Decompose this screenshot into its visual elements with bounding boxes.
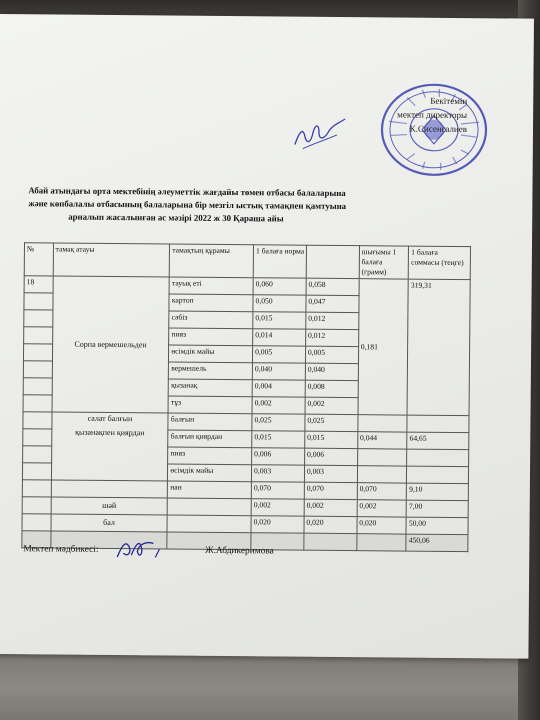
total-cost: 450,06 bbox=[406, 534, 468, 552]
row-number bbox=[24, 310, 53, 327]
norm-gross: 0,004 bbox=[252, 380, 305, 397]
approval-director-name: К.Сисенғалиев bbox=[409, 123, 468, 135]
norm-gross: 0,006 bbox=[252, 448, 305, 465]
norm-net: 0,020 bbox=[304, 516, 357, 533]
yield bbox=[357, 449, 407, 466]
norm-gross: 0,070 bbox=[251, 482, 304, 499]
ingredient: өсімдік майы bbox=[169, 345, 253, 363]
row-number: 18 bbox=[24, 276, 53, 293]
norm-net: 0,002 bbox=[305, 397, 358, 414]
norm-net: 0,058 bbox=[306, 278, 359, 295]
ingredient: қызанақ bbox=[169, 379, 253, 397]
yield-tea: 0,002 bbox=[357, 500, 407, 517]
norm-gross: 0,005 bbox=[252, 346, 305, 363]
ingredient: картоп bbox=[169, 294, 253, 312]
total-cell bbox=[304, 533, 357, 550]
nurse-name: Ж.Абдикеримова bbox=[205, 545, 274, 557]
nurse-label: Мектеп мәдбикесі: bbox=[23, 544, 99, 555]
ingredient: балғын қиярдан bbox=[168, 430, 252, 448]
signature-space bbox=[101, 552, 203, 553]
approval-block bbox=[347, 93, 467, 136]
yield-salad: 0,044 bbox=[357, 432, 407, 449]
norm-net: 0,047 bbox=[306, 295, 359, 312]
menu-table bbox=[21, 242, 471, 552]
ingredient: сәбіз bbox=[169, 311, 253, 329]
norm-net: 0,015 bbox=[305, 431, 358, 448]
norm-gross: 0,050 bbox=[253, 295, 306, 312]
row-number bbox=[23, 361, 52, 378]
ingredient: балғын bbox=[168, 413, 252, 431]
table-row bbox=[23, 412, 469, 433]
row-number bbox=[24, 327, 53, 344]
row-number bbox=[23, 395, 52, 412]
table-header-row bbox=[24, 243, 470, 280]
ingredient: вермешель bbox=[169, 362, 253, 380]
norm-net: 0,012 bbox=[306, 312, 359, 329]
header-cell: тамақтың құрамы bbox=[170, 244, 254, 278]
dish-name-honey: бал bbox=[51, 514, 168, 532]
dish-name-tea: шәй bbox=[51, 497, 168, 515]
title-line-1: Абай атындағы орта мектебінің әлеуметтік жағдайы төмен отбасы балаларына bbox=[28, 185, 346, 199]
yield-bread: 0,070 bbox=[357, 483, 407, 500]
norm-gross: 0,015 bbox=[252, 431, 305, 448]
ingredient: өсімдік майы bbox=[168, 464, 252, 482]
cost-tea: 7,00 bbox=[406, 500, 468, 518]
menu-title bbox=[28, 184, 468, 227]
header-cell: 1 балаға соммасы (теңге) bbox=[408, 246, 470, 280]
ingredient: тұз bbox=[168, 396, 252, 414]
norm-net: 0,006 bbox=[304, 448, 357, 465]
cost bbox=[407, 449, 469, 467]
cost bbox=[407, 415, 469, 433]
dish-salad-line-2: қызанақпен қиярдан bbox=[75, 427, 145, 438]
yield-honey: 0,020 bbox=[357, 517, 407, 534]
row-number bbox=[23, 412, 52, 429]
total-cell bbox=[357, 534, 407, 551]
nurse-signature-line bbox=[23, 544, 274, 556]
row-number bbox=[22, 480, 51, 497]
cost-honey: 50,00 bbox=[406, 517, 468, 535]
norm-gross: 0,060 bbox=[253, 278, 306, 295]
ingredient bbox=[167, 498, 251, 516]
norm-gross: 0,014 bbox=[253, 329, 306, 346]
row-number bbox=[22, 514, 51, 531]
header-cell: шығымы 1 балаға (грамм) bbox=[359, 246, 409, 279]
approval-title: Бекітемін bbox=[430, 95, 468, 107]
row-number bbox=[23, 378, 52, 395]
title-line-2: және көпбалалы отбасының балаларына бір мезгіл ыстық тамақпен қамтуына bbox=[28, 198, 347, 212]
row-number bbox=[24, 293, 53, 310]
dish-salad-line-1: салат балғын bbox=[87, 413, 133, 424]
norm-net: 0,040 bbox=[305, 363, 358, 380]
table-row bbox=[24, 276, 470, 297]
ingredient: нан bbox=[168, 481, 252, 499]
norm-net: 0,003 bbox=[304, 465, 357, 482]
cost-bread: 9,10 bbox=[407, 483, 469, 501]
norm-gross: 0,040 bbox=[252, 363, 305, 380]
yield bbox=[357, 466, 407, 483]
norm-gross: 0,003 bbox=[251, 465, 304, 482]
header-cell bbox=[306, 245, 359, 278]
dish-name-soup: Сорпа вермешельден bbox=[52, 276, 170, 413]
norm-gross: 0,002 bbox=[251, 499, 304, 516]
ingredient bbox=[167, 515, 251, 533]
norm-gross: 0,002 bbox=[252, 397, 305, 414]
norm-gross: 0,020 bbox=[251, 516, 304, 533]
yield bbox=[358, 415, 408, 432]
director-signature bbox=[289, 115, 349, 154]
row-number bbox=[23, 344, 52, 361]
row-number bbox=[22, 497, 51, 514]
norm-net: 0,025 bbox=[305, 414, 358, 431]
header-cell: тамақ атауы bbox=[53, 243, 170, 277]
row-number bbox=[23, 446, 52, 463]
norm-net: 0,005 bbox=[305, 346, 358, 363]
document-page bbox=[0, 14, 534, 659]
header-cell: № bbox=[24, 243, 53, 276]
dish-name-salad bbox=[51, 412, 168, 481]
ingredient: пияз bbox=[168, 447, 252, 465]
row-number bbox=[23, 429, 52, 446]
ingredient: пияз bbox=[169, 328, 253, 346]
norm-gross: 0,015 bbox=[253, 312, 306, 329]
norm-net: 0,008 bbox=[305, 380, 358, 397]
dish-name bbox=[51, 480, 168, 498]
cost-salad: 64,65 bbox=[407, 432, 469, 450]
row-number bbox=[22, 463, 51, 480]
norm-net: 0,012 bbox=[305, 329, 358, 346]
approval-position: мектеп директоры bbox=[397, 109, 468, 121]
norm-net: 0,070 bbox=[304, 482, 357, 499]
norm-gross: 0,025 bbox=[252, 414, 305, 431]
cost bbox=[407, 466, 469, 484]
header-cell: 1 балаға норма bbox=[253, 245, 306, 278]
yield-soup: 0,181 bbox=[358, 279, 409, 415]
cost-soup: 319,31 bbox=[407, 279, 470, 416]
norm-net: 0,002 bbox=[304, 499, 357, 516]
ingredient: тауық еті bbox=[169, 277, 253, 295]
title-line-3: арналып жасалынған ас мәзірі 2022 ж 30 Қараша айы bbox=[68, 211, 284, 224]
